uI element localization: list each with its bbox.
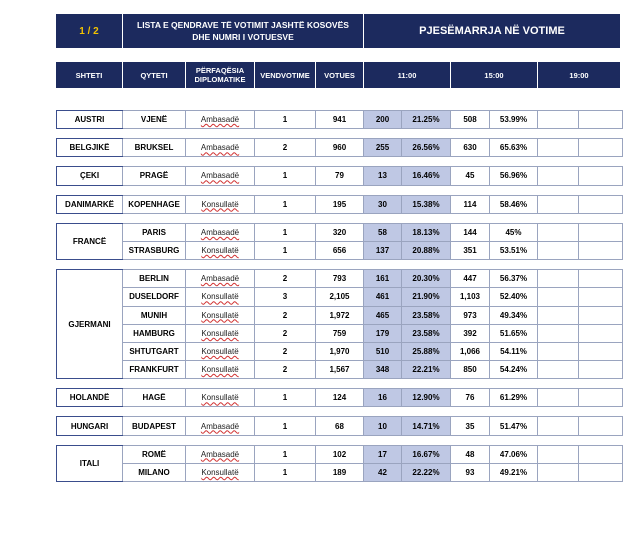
city-cell: DUSELDORF <box>123 288 186 306</box>
voters-cell: 759 <box>316 324 364 342</box>
pct-1500-cell: 56.37% <box>490 270 538 288</box>
polling-stations-table <box>56 101 623 482</box>
pct-1100-cell: 23.58% <box>402 306 451 324</box>
pct-1100-cell: 21.25% <box>402 111 451 129</box>
pct-1500-cell: 47.06% <box>490 445 538 463</box>
diplomatic-label: Konsullatë <box>201 365 239 375</box>
col-header-city: QYTETI <box>140 70 168 80</box>
pct-1500-cell: 54.11% <box>490 342 538 360</box>
pct-1100-cell: 20.88% <box>402 241 451 259</box>
city-cell: FRANKFURT <box>123 361 186 379</box>
votes-1100-cell: 17 <box>364 445 402 463</box>
votes-1900-cell <box>538 139 579 157</box>
col-header-diplomatic-line1: PËRFAQËSIA <box>195 66 245 75</box>
voters-cell: 79 <box>316 167 364 185</box>
city-cell: STRASBURG <box>123 241 186 259</box>
diplomatic-cell <box>186 270 255 288</box>
stations-cell: 1 <box>255 241 316 259</box>
table-row <box>57 167 623 185</box>
table-row <box>57 324 623 342</box>
votes-1500-cell: 447 <box>451 270 490 288</box>
group-spacer-cell <box>57 213 623 223</box>
stations-cell: 2 <box>255 270 316 288</box>
country-cell: ITALI <box>57 445 123 481</box>
votes-1500-cell: 1,066 <box>451 342 490 360</box>
votes-1900-cell <box>538 306 579 324</box>
pct-1100-cell: 14.71% <box>402 417 451 435</box>
group-spacer <box>57 129 623 139</box>
city-cell: BUDAPEST <box>123 417 186 435</box>
pct-1500-cell: 65.63% <box>490 139 538 157</box>
votes-1100-cell: 200 <box>364 111 402 129</box>
pct-1900-cell <box>579 342 623 360</box>
voters-cell: 189 <box>316 463 364 481</box>
diplomatic-label: Ambasadë <box>200 171 240 181</box>
city-cell: HAMBURG <box>123 324 186 342</box>
pct-1100-cell: 26.56% <box>402 139 451 157</box>
pct-1900-cell <box>579 361 623 379</box>
pct-1900-cell <box>579 270 623 288</box>
diplomatic-cell <box>186 417 255 435</box>
diplomatic-cell <box>186 111 255 129</box>
pct-1500-cell: 61.29% <box>490 389 538 407</box>
votes-1900-cell <box>538 270 579 288</box>
page-title <box>123 14 363 48</box>
votes-1900-cell <box>538 167 579 185</box>
voters-cell: 124 <box>316 389 364 407</box>
pct-1100-cell: 18.13% <box>402 223 451 241</box>
stations-cell: 2 <box>255 342 316 360</box>
pct-1100-cell: 12.90% <box>402 389 451 407</box>
pct-1500-cell: 49.34% <box>490 306 538 324</box>
pct-1900-cell <box>579 445 623 463</box>
voters-cell: 1,567 <box>316 361 364 379</box>
group-spacer-cell <box>57 407 623 417</box>
votes-1100-cell: 13 <box>364 167 402 185</box>
diplomatic-cell <box>186 167 255 185</box>
votes-1900-cell <box>538 324 579 342</box>
group-spacer-cell <box>57 435 623 445</box>
pct-1100-cell: 21.90% <box>402 288 451 306</box>
votes-1900-cell <box>538 241 579 259</box>
city-cell: PARIS <box>123 223 186 241</box>
table-row <box>57 288 623 306</box>
group-spacer <box>57 185 623 195</box>
pct-1900-cell <box>579 417 623 435</box>
pct-1900-cell <box>579 139 623 157</box>
diplomatic-label: Konsullatë <box>201 310 239 320</box>
page-number: 1 / 2 <box>79 25 99 37</box>
votes-1100-cell: 137 <box>364 241 402 259</box>
pct-1900-cell <box>579 288 623 306</box>
stations-cell: 1 <box>255 389 316 407</box>
table-row <box>57 342 623 360</box>
table-row <box>57 195 623 213</box>
voters-cell: 941 <box>316 111 364 129</box>
city-cell: MILANO <box>123 463 186 481</box>
col-header-voters: VOTUES <box>324 70 355 80</box>
voters-cell: 102 <box>316 445 364 463</box>
city-cell: PRAGË <box>123 167 186 185</box>
table-row <box>57 417 623 435</box>
table-row <box>57 241 623 259</box>
group-spacer-cell <box>57 129 623 139</box>
pct-1900-cell <box>579 324 623 342</box>
diplomatic-cell <box>186 389 255 407</box>
stations-cell: 1 <box>255 223 316 241</box>
diplomatic-label: Konsullatë <box>201 393 239 403</box>
pct-1100-cell: 20.30% <box>402 270 451 288</box>
stations-cell: 2 <box>255 139 316 157</box>
group-spacer-cell <box>57 379 623 389</box>
votes-1900-cell <box>538 223 579 241</box>
stations-cell: 2 <box>255 306 316 324</box>
pct-1900-cell <box>579 195 623 213</box>
votes-1900-cell <box>538 361 579 379</box>
votes-1100-cell: 10 <box>364 417 402 435</box>
pct-1500-cell: 51.47% <box>490 417 538 435</box>
diplomatic-cell <box>186 288 255 306</box>
diplomatic-cell <box>186 463 255 481</box>
votes-1500-cell: 351 <box>451 241 490 259</box>
stations-cell: 3 <box>255 288 316 306</box>
votes-1500-cell: 392 <box>451 324 490 342</box>
country-cell: ÇEKI <box>57 167 123 185</box>
group-spacer <box>57 260 623 270</box>
votes-1900-cell <box>538 288 579 306</box>
voters-cell: 68 <box>316 417 364 435</box>
group-spacer <box>57 435 623 445</box>
city-cell: ROMË <box>123 445 186 463</box>
country-cell: HOLANDË <box>57 389 123 407</box>
group-spacer <box>57 101 623 111</box>
pct-1500-cell: 49.21% <box>490 463 538 481</box>
table-row <box>57 463 623 481</box>
group-spacer-cell <box>57 101 623 111</box>
pct-1900-cell <box>579 241 623 259</box>
diplomatic-cell <box>186 139 255 157</box>
votes-1500-cell: 850 <box>451 361 490 379</box>
col-header-stations: VENDVOTIME <box>260 70 310 80</box>
diplomatic-label: Konsullatë <box>201 246 239 256</box>
pct-1500-cell: 56.96% <box>490 167 538 185</box>
pct-1100-cell: 25.88% <box>402 342 451 360</box>
votes-1500-cell: 114 <box>451 195 490 213</box>
votes-1500-cell: 1,103 <box>451 288 490 306</box>
diplomatic-cell <box>186 223 255 241</box>
voters-cell: 1,970 <box>316 342 364 360</box>
votes-1500-cell: 973 <box>451 306 490 324</box>
votes-1100-cell: 30 <box>364 195 402 213</box>
diplomatic-cell <box>186 195 255 213</box>
votes-1100-cell: 58 <box>364 223 402 241</box>
col-header-1100: 11:00 <box>397 70 417 80</box>
votes-1900-cell <box>538 342 579 360</box>
votes-1500-cell: 630 <box>451 139 490 157</box>
pct-1100-cell: 16.46% <box>402 167 451 185</box>
table-row <box>57 270 623 288</box>
votes-1900-cell <box>538 445 579 463</box>
diplomatic-cell <box>186 445 255 463</box>
votes-1900-cell <box>538 463 579 481</box>
col-header-diplomatic-line2: DIPLOMATIKE <box>194 75 246 84</box>
city-cell: BERLIN <box>123 270 186 288</box>
group-spacer-cell <box>57 157 623 167</box>
diplomatic-label: Konsullatë <box>201 467 239 477</box>
votes-1900-cell <box>538 111 579 129</box>
pct-1500-cell: 51.65% <box>490 324 538 342</box>
pct-1900-cell <box>579 306 623 324</box>
votes-1100-cell: 465 <box>364 306 402 324</box>
pct-1100-cell: 22.22% <box>402 463 451 481</box>
pct-1500-cell: 45% <box>490 223 538 241</box>
city-cell: MUNIH <box>123 306 186 324</box>
pct-1900-cell <box>579 463 623 481</box>
voters-cell: 1,972 <box>316 306 364 324</box>
col-header-country: SHTETI <box>75 70 103 80</box>
stations-cell: 1 <box>255 445 316 463</box>
pct-1100-cell: 15.38% <box>402 195 451 213</box>
stations-cell: 1 <box>255 417 316 435</box>
stations-cell: 1 <box>255 111 316 129</box>
page-title-line2: DHE NUMRI I VOTUESVE <box>192 32 294 42</box>
page-title-line1: LISTA E QENDRAVE TË VOTIMIT JASHTË KOSOVËS <box>137 20 349 30</box>
pct-1100-cell: 23.58% <box>402 324 451 342</box>
country-cell: FRANCË <box>57 223 123 259</box>
votes-1900-cell <box>538 389 579 407</box>
diplomatic-label: Ambasadë <box>200 143 240 153</box>
diplomatic-label: Ambasadë <box>200 227 240 237</box>
city-cell: HAGË <box>123 389 186 407</box>
group-spacer <box>57 407 623 417</box>
diplomatic-cell <box>186 324 255 342</box>
group-spacer <box>57 213 623 223</box>
group-spacer-cell <box>57 260 623 270</box>
stations-cell: 2 <box>255 361 316 379</box>
stations-cell: 1 <box>255 195 316 213</box>
country-cell: GJERMANI <box>57 270 123 379</box>
group-spacer <box>57 157 623 167</box>
stations-cell: 1 <box>255 167 316 185</box>
pct-1900-cell <box>579 389 623 407</box>
table-row <box>57 139 623 157</box>
diplomatic-label: Ambasadë <box>200 449 240 459</box>
stations-cell: 1 <box>255 463 316 481</box>
country-cell: DANIMARKË <box>57 195 123 213</box>
votes-1100-cell: 461 <box>364 288 402 306</box>
turnout-title: PJESËMARRJA NË VOTIME <box>419 25 565 37</box>
col-header-1500: 15:00 <box>484 70 504 80</box>
voters-cell: 2,105 <box>316 288 364 306</box>
voters-cell: 195 <box>316 195 364 213</box>
voters-cell: 960 <box>316 139 364 157</box>
table-row <box>57 361 623 379</box>
group-spacer-cell <box>57 185 623 195</box>
votes-1500-cell: 76 <box>451 389 490 407</box>
diplomatic-label: Ambasadë <box>200 421 240 431</box>
group-spacer <box>57 379 623 389</box>
voters-cell: 793 <box>316 270 364 288</box>
city-cell: KOPENHAGE <box>123 195 186 213</box>
diplomatic-label: Konsullatë <box>201 199 239 209</box>
votes-1100-cell: 348 <box>364 361 402 379</box>
col-header-diplomatic <box>186 62 254 88</box>
votes-1500-cell: 45 <box>451 167 490 185</box>
votes-1100-cell: 255 <box>364 139 402 157</box>
diplomatic-label: Konsullatë <box>201 346 239 356</box>
pct-1900-cell <box>579 111 623 129</box>
votes-1500-cell: 48 <box>451 445 490 463</box>
table-row <box>57 306 623 324</box>
votes-1100-cell: 42 <box>364 463 402 481</box>
votes-1500-cell: 508 <box>451 111 490 129</box>
column-header-bar <box>56 62 620 88</box>
pct-1500-cell: 53.51% <box>490 241 538 259</box>
diplomatic-cell <box>186 241 255 259</box>
diplomatic-cell <box>186 342 255 360</box>
pct-1500-cell: 54.24% <box>490 361 538 379</box>
city-cell: SHTUTGART <box>123 342 186 360</box>
votes-1100-cell: 161 <box>364 270 402 288</box>
voters-cell: 320 <box>316 223 364 241</box>
pct-1900-cell <box>579 167 623 185</box>
table-row <box>57 389 623 407</box>
voters-cell: 656 <box>316 241 364 259</box>
votes-1500-cell: 144 <box>451 223 490 241</box>
table-row <box>57 223 623 241</box>
votes-1500-cell: 35 <box>451 417 490 435</box>
diplomatic-cell <box>186 306 255 324</box>
table-row <box>57 445 623 463</box>
city-cell: BRUKSEL <box>123 139 186 157</box>
votes-1900-cell <box>538 195 579 213</box>
diplomatic-label: Ambasadë <box>200 115 240 125</box>
title-bar <box>56 14 620 48</box>
country-cell: BELGJIKË <box>57 139 123 157</box>
votes-1500-cell: 93 <box>451 463 490 481</box>
col-header-1900: 19:00 <box>569 70 589 80</box>
diplomatic-cell <box>186 361 255 379</box>
pct-1100-cell: 16.67% <box>402 445 451 463</box>
pct-1500-cell: 53.99% <box>490 111 538 129</box>
pct-1500-cell: 52.40% <box>490 288 538 306</box>
table-row <box>57 111 623 129</box>
city-cell: VJENË <box>123 111 186 129</box>
votes-1900-cell <box>538 417 579 435</box>
votes-1100-cell: 179 <box>364 324 402 342</box>
votes-1100-cell: 16 <box>364 389 402 407</box>
votes-1100-cell: 510 <box>364 342 402 360</box>
country-cell: AUSTRI <box>57 111 123 129</box>
diplomatic-label: Konsullatë <box>201 292 239 302</box>
pct-1100-cell: 22.21% <box>402 361 451 379</box>
diplomatic-label: Konsullatë <box>201 328 239 338</box>
diplomatic-label: Ambasadë <box>200 274 240 284</box>
pct-1500-cell: 58.46% <box>490 195 538 213</box>
stations-cell: 2 <box>255 324 316 342</box>
country-cell: HUNGARI <box>57 417 123 435</box>
pct-1900-cell <box>579 223 623 241</box>
